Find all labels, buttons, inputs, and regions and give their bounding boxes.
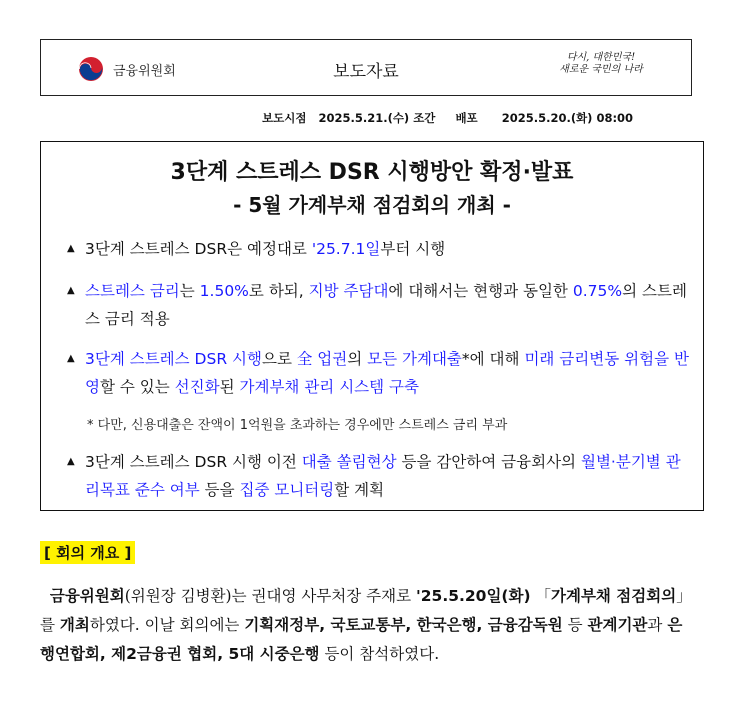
embargo-label: 보도시점 (262, 111, 307, 125)
org-name: 금융위원회 (113, 63, 176, 79)
footnote: * 다만, 신용대출은 잔액이 1억원을 초과하는 경우에만 스트레스 금리 부과 (87, 418, 508, 433)
embargo-value: 2025.5.21.(수) 조간 (318, 111, 436, 125)
body-paragraph: 금융위원회(위원장 김병환)는 권대영 사무처장 주재로 '25.5.20일(화) 「가계부채 점검회의」를 개최하였다. 이날 회의에는 기획재정부, 국토교통부, 한국은행, 금융감독원 등 관계기관과 은행연합회, 제2금융권 협회, 5대 시중은행 등이 참석하였다. (40, 587, 692, 663)
main-title: 3단계 스트레스 DSR 시행방안 확정·발표 (170, 160, 574, 185)
bullet-marker-icon: ▲ (67, 353, 75, 364)
dist-value: 2025.5.20.(화) 08:00 (501, 111, 634, 125)
press-header (40, 39, 692, 96)
section-heading: [ 회의 개요 ] (40, 541, 135, 564)
slogan-line-1: 다시, 대한민국! (566, 52, 636, 63)
doc-type: 보도자료 (333, 62, 399, 82)
slogan (553, 52, 649, 76)
bullet-marker-icon: ▲ (67, 456, 75, 467)
bullet-2: ▲ 스트레스 금리는 1.50%로 하되, 지방 주담대에 대해서는 현행과 동일한 0.75%의 스트레스 금리 적용 (67, 277, 693, 333)
sub-title: - 5월 가계부채 점검회의 개최 - (233, 193, 511, 217)
release-info (262, 110, 633, 126)
bullet-3: ▲ 3단계 스트레스 DSR 시행으로 全 업권의 모든 가계대출*에 대해 미래 금리변동 위험을 반영할 수 있는 선진화된 가계부채 관리 시스템 구축 (67, 345, 693, 401)
dist-label: 배포 (455, 111, 478, 125)
bullet-4: ▲ 3단계 스트레스 DSR 시행 이전 대출 쏠림현상 등을 감안하여 금융회사의 월별·분기별 관리목표 준수 여부 등을 집중 모니터링할 계획 (67, 448, 693, 504)
bullet-marker-icon: ▲ (67, 285, 75, 296)
bullet-1: ▲ 3단계 스트레스 DSR은 예정대로 '25.7.1일부터 시행 (67, 235, 693, 263)
slogan-line-2: 새로운 국민의 나라 (559, 64, 643, 75)
summary-box (40, 141, 704, 511)
bullet-marker-icon: ▲ (67, 243, 75, 254)
